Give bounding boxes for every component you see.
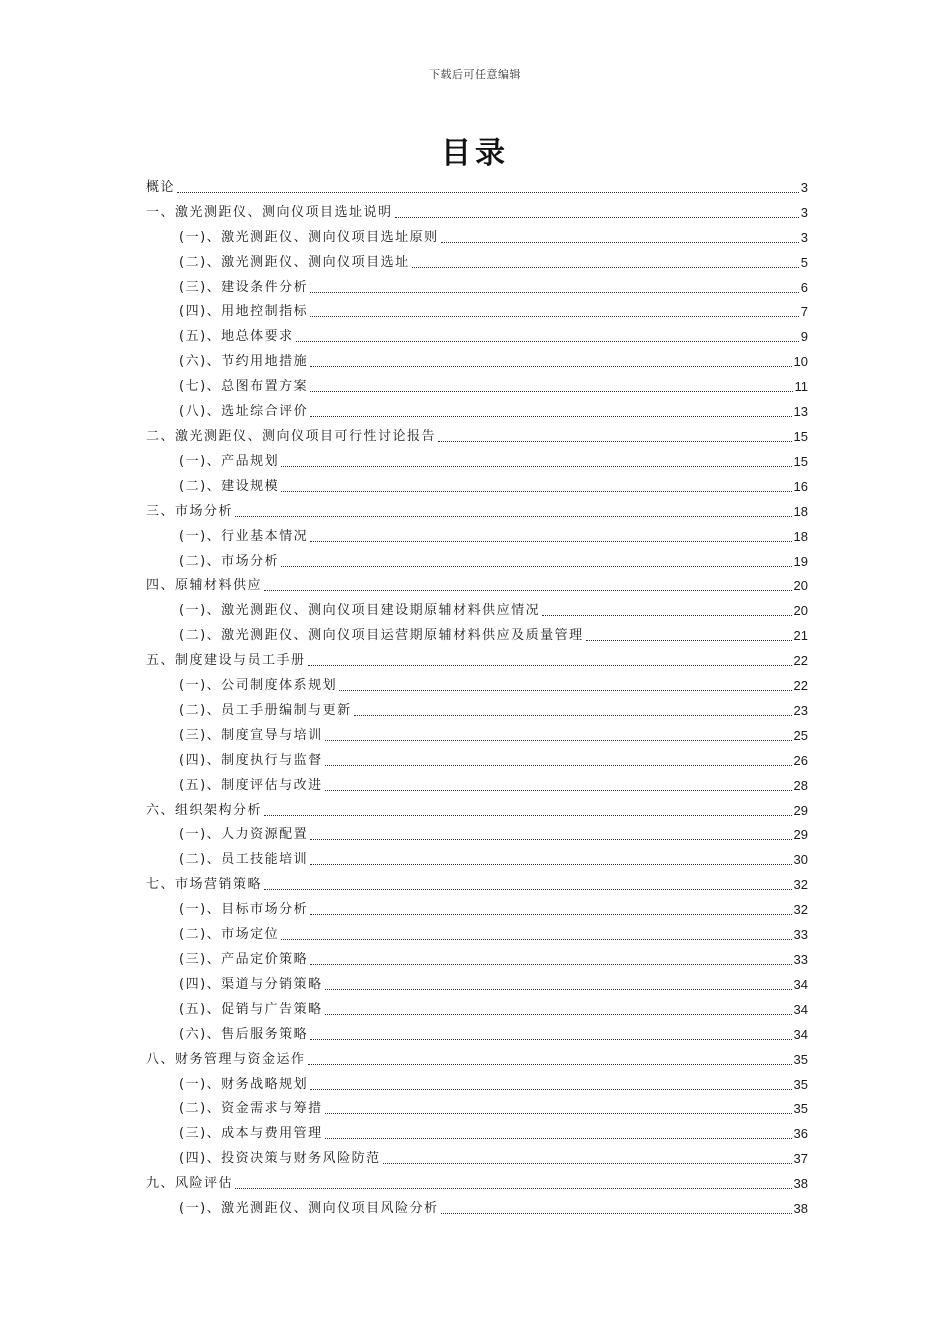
toc-entry-page-number: 35	[793, 1076, 808, 1092]
toc-dot-leader	[281, 939, 791, 940]
toc-entry-page-number: 15	[793, 428, 808, 444]
toc-entry[interactable]	[146, 996, 808, 1021]
toc-dot-leader	[177, 192, 799, 193]
toc-dot-leader	[235, 516, 792, 517]
toc-entry-label: 四、原辅材料供应	[146, 578, 263, 594]
toc-dot-leader	[325, 1113, 792, 1114]
toc-entry-label: (三)、产品定价策略	[179, 952, 309, 967]
toc-entry-page-number: 16	[793, 478, 808, 494]
toc-entry[interactable]	[146, 1170, 808, 1195]
toc-dot-leader	[441, 1213, 792, 1214]
toc-entry-page-number: 15	[793, 453, 808, 469]
toc-entry[interactable]	[146, 797, 808, 822]
toc-entry[interactable]	[146, 747, 808, 772]
toc-entry-page-number: 35	[793, 1051, 808, 1067]
toc-entry[interactable]	[146, 249, 808, 274]
toc-entry-label: 二、激光测距仪、测向仪项目可行性讨论报告	[146, 428, 437, 444]
toc-entry-label: (二)、建设规模	[179, 478, 280, 494]
toc-entry-label: (一)、公司制度体系规划	[179, 678, 338, 694]
toc-entry-label: (一)、人力资源配置	[179, 827, 309, 843]
toc-entry[interactable]	[146, 871, 808, 896]
toc-entry-page-number: 5	[800, 254, 808, 270]
toc-entry[interactable]	[146, 846, 808, 871]
toc-entry-label: (一)、目标市场分析	[179, 902, 309, 918]
toc-entry[interactable]	[146, 1071, 808, 1096]
toc-dot-leader	[325, 989, 792, 990]
toc-dot-leader	[383, 1163, 792, 1164]
toc-entry[interactable]	[146, 1120, 808, 1145]
toc-entry[interactable]	[146, 946, 808, 971]
toc-entry-page-number: 20	[793, 603, 808, 619]
toc-dot-leader	[441, 242, 799, 243]
toc-entry-page-number: 22	[793, 678, 808, 694]
toc-entry-label: (二)、激光测距仪、测向仪项目运营期原辅材料供应及质量管理	[179, 628, 584, 644]
toc-entry-page-number: 3	[800, 229, 808, 245]
toc-entry[interactable]	[146, 1021, 808, 1046]
toc-entry-label: (五)、地总体要求	[179, 329, 294, 345]
toc-dot-leader	[325, 765, 792, 766]
toc-entry-label: (六)、售后服务策略	[179, 1026, 309, 1042]
toc-dot-leader	[542, 615, 791, 616]
toc-dot-leader	[235, 1188, 792, 1189]
toc-entry-page-number: 37	[793, 1151, 808, 1167]
toc-entry-page-number: 6	[800, 279, 808, 295]
toc-entry[interactable]	[146, 697, 808, 722]
toc-entry-label: 七、市场营销策略	[146, 877, 263, 893]
toc-entry-label: (三)、建设条件分析	[179, 279, 309, 295]
toc-dot-leader	[264, 590, 792, 591]
toc-entry-label: (一)、财务战略规划	[179, 1076, 309, 1092]
toc-dot-leader	[310, 366, 791, 367]
toc-entry-page-number: 10	[793, 354, 808, 370]
toc-entry-page-number: 36	[793, 1126, 808, 1142]
toc-entry-page-number: 13	[793, 404, 808, 420]
toc-entry[interactable]	[146, 896, 808, 921]
toc-entry-page-number: 22	[793, 653, 808, 669]
toc-entry-label: (一)、激光测距仪、测向仪项目风险分析	[179, 1201, 439, 1217]
toc-dot-leader	[310, 541, 791, 542]
toc-dot-leader	[395, 217, 799, 218]
toc-dot-leader	[325, 740, 792, 741]
toc-entry-page-number: 7	[800, 304, 808, 320]
toc-dot-leader	[310, 391, 792, 392]
toc-entry-label: 三、市场分析	[146, 503, 234, 519]
toc-entry-page-number: 23	[793, 702, 808, 718]
toc-entry[interactable]	[146, 971, 808, 996]
toc-dot-leader	[310, 1089, 791, 1090]
toc-entry[interactable]	[146, 498, 808, 523]
toc-entry-page-number: 11	[794, 379, 808, 395]
toc-entry-page-number: 32	[793, 902, 808, 918]
toc-dot-leader	[310, 316, 799, 317]
toc-entry[interactable]	[146, 622, 808, 647]
toc-entry[interactable]	[146, 174, 808, 199]
toc-entry-label: (四)、制度执行与监督	[179, 752, 323, 768]
toc-entry[interactable]	[146, 199, 808, 224]
toc-entry-label: (三)、成本与费用管理	[179, 1126, 323, 1142]
toc-entry[interactable]	[146, 573, 808, 598]
toc-entry-page-number: 33	[793, 927, 808, 943]
toc-entry-label: 五、制度建设与员工手册	[146, 653, 306, 669]
toc-entry-page-number: 38	[793, 1176, 808, 1192]
toc-entry[interactable]	[146, 597, 808, 622]
toc-entry[interactable]	[146, 1145, 808, 1170]
toc-entry[interactable]	[146, 647, 808, 672]
toc-entry-page-number: 26	[793, 752, 808, 768]
toc-entry-label: (四)、投资决策与财务风险防范	[179, 1151, 381, 1167]
toc-dot-leader	[281, 491, 791, 492]
toc-entry-label: (一)、激光测距仪、测向仪项目选址原则	[179, 229, 439, 245]
toc-entry-page-number: 21	[793, 628, 808, 644]
toc-entry-label: (五)、制度评估与改进	[179, 777, 323, 793]
toc-entry[interactable]	[146, 473, 808, 498]
toc-entry-page-number: 33	[793, 952, 808, 967]
toc-dot-leader	[325, 1014, 792, 1015]
toc-entry[interactable]	[146, 348, 808, 373]
toc-dot-leader	[296, 341, 799, 342]
toc-dot-leader	[308, 665, 792, 666]
toc-entry-page-number: 34	[793, 976, 808, 992]
toc-entry[interactable]	[146, 523, 808, 548]
toc-dot-leader	[412, 267, 799, 268]
toc-entry-label: (四)、用地控制指标	[179, 304, 309, 320]
toc-entry-label: (二)、资金需求与筹措	[179, 1101, 323, 1117]
toc-dot-leader	[586, 640, 792, 641]
toc-entry[interactable]	[146, 1096, 808, 1121]
toc-entry-page-number: 29	[793, 802, 808, 818]
toc-dot-leader	[325, 790, 792, 791]
toc-entry-page-number: 18	[793, 503, 808, 519]
toc-entry-label: (四)、渠道与分销策略	[179, 976, 323, 992]
toc-dot-leader	[438, 441, 792, 442]
toc-entry[interactable]	[146, 323, 808, 348]
toc-entry-label: 一、激光测距仪、测向仪项目选址说明	[146, 204, 393, 220]
toc-entry[interactable]	[146, 448, 808, 473]
toc-dot-leader	[264, 815, 792, 816]
toc-entry-page-number: 35	[793, 1101, 808, 1117]
toc-entry-page-number: 28	[793, 777, 808, 793]
toc-dot-leader	[325, 1138, 792, 1139]
toc-entry-label: (二)、员工手册编制与更新	[179, 702, 352, 718]
toc-entry[interactable]	[146, 822, 808, 847]
toc-dot-leader	[310, 1039, 791, 1040]
page-title: 目录	[441, 136, 509, 171]
toc-entry[interactable]	[146, 548, 808, 573]
toc-entry[interactable]	[146, 672, 808, 697]
toc-entry-label: 八、财务管理与资金运作	[146, 1051, 306, 1067]
toc-entry-label: (六)、节约用地措施	[179, 354, 309, 370]
toc-entry-page-number: 25	[793, 727, 808, 743]
toc-entry-label: (二)、激光测距仪、测向仪项目选址	[179, 254, 410, 270]
table-of-contents	[146, 174, 808, 1220]
toc-dot-leader	[281, 466, 791, 467]
toc-dot-leader	[264, 889, 792, 890]
toc-entry-label: (二)、市场分析	[179, 553, 280, 569]
toc-dot-leader	[354, 715, 792, 716]
toc-entry-page-number: 18	[793, 528, 808, 544]
toc-entry-page-number: 3	[800, 204, 808, 220]
toc-dot-leader	[339, 690, 791, 691]
toc-entry-label: 九、风险评估	[146, 1176, 234, 1192]
toc-entry[interactable]	[146, 772, 808, 797]
toc-entry-label: (二)、员工技能培训	[179, 852, 309, 868]
toc-entry-label: 六、组织架构分析	[146, 802, 263, 818]
toc-entry-page-number: 9	[800, 329, 808, 345]
toc-dot-leader	[310, 839, 791, 840]
toc-entry[interactable]	[146, 1195, 808, 1220]
toc-entry[interactable]	[146, 224, 808, 249]
toc-dot-leader	[310, 416, 791, 417]
toc-dot-leader	[310, 292, 799, 293]
toc-entry-label: (八)、选址综合评价	[179, 404, 309, 420]
toc-dot-leader	[281, 566, 791, 567]
toc-entry-label: (一)、行业基本情况	[179, 528, 309, 544]
toc-entry-label: 概论	[146, 179, 176, 195]
toc-entry-page-number: 20	[793, 578, 808, 594]
toc-entry-page-number: 38	[793, 1201, 808, 1217]
toc-entry-page-number: 30	[793, 852, 808, 868]
toc-entry[interactable]	[146, 373, 808, 398]
toc-entry-page-number: 3	[800, 179, 808, 195]
toc-entry-label: (一)、产品规划	[179, 453, 280, 469]
toc-entry[interactable]	[146, 423, 808, 448]
toc-entry[interactable]	[146, 1046, 808, 1071]
toc-entry[interactable]	[146, 921, 808, 946]
toc-entry-page-number: 34	[793, 1001, 808, 1017]
toc-dot-leader	[308, 1064, 792, 1065]
toc-entry-label: (五)、促销与广告策略	[179, 1001, 323, 1017]
toc-entry-page-number: 29	[793, 827, 808, 843]
toc-entry[interactable]	[146, 299, 808, 324]
toc-dot-leader	[310, 964, 791, 965]
toc-entry[interactable]	[146, 274, 808, 299]
toc-entry-page-number: 32	[793, 877, 808, 893]
toc-entry[interactable]	[146, 398, 808, 423]
toc-entry-label: (七)、总图布置方案	[179, 379, 309, 395]
toc-dot-leader	[310, 914, 791, 915]
page-header-note: 下载后可任意编辑	[429, 68, 521, 81]
toc-entry-label: (三)、制度宣导与培训	[179, 727, 323, 743]
toc-dot-leader	[310, 864, 791, 865]
toc-entry-label: (二)、市场定位	[179, 927, 280, 943]
toc-entry[interactable]	[146, 722, 808, 747]
toc-entry-label: (一)、激光测距仪、测向仪项目建设期原辅材料供应情况	[179, 603, 541, 619]
toc-entry-page-number: 34	[793, 1026, 808, 1042]
toc-entry-page-number: 19	[793, 553, 808, 569]
